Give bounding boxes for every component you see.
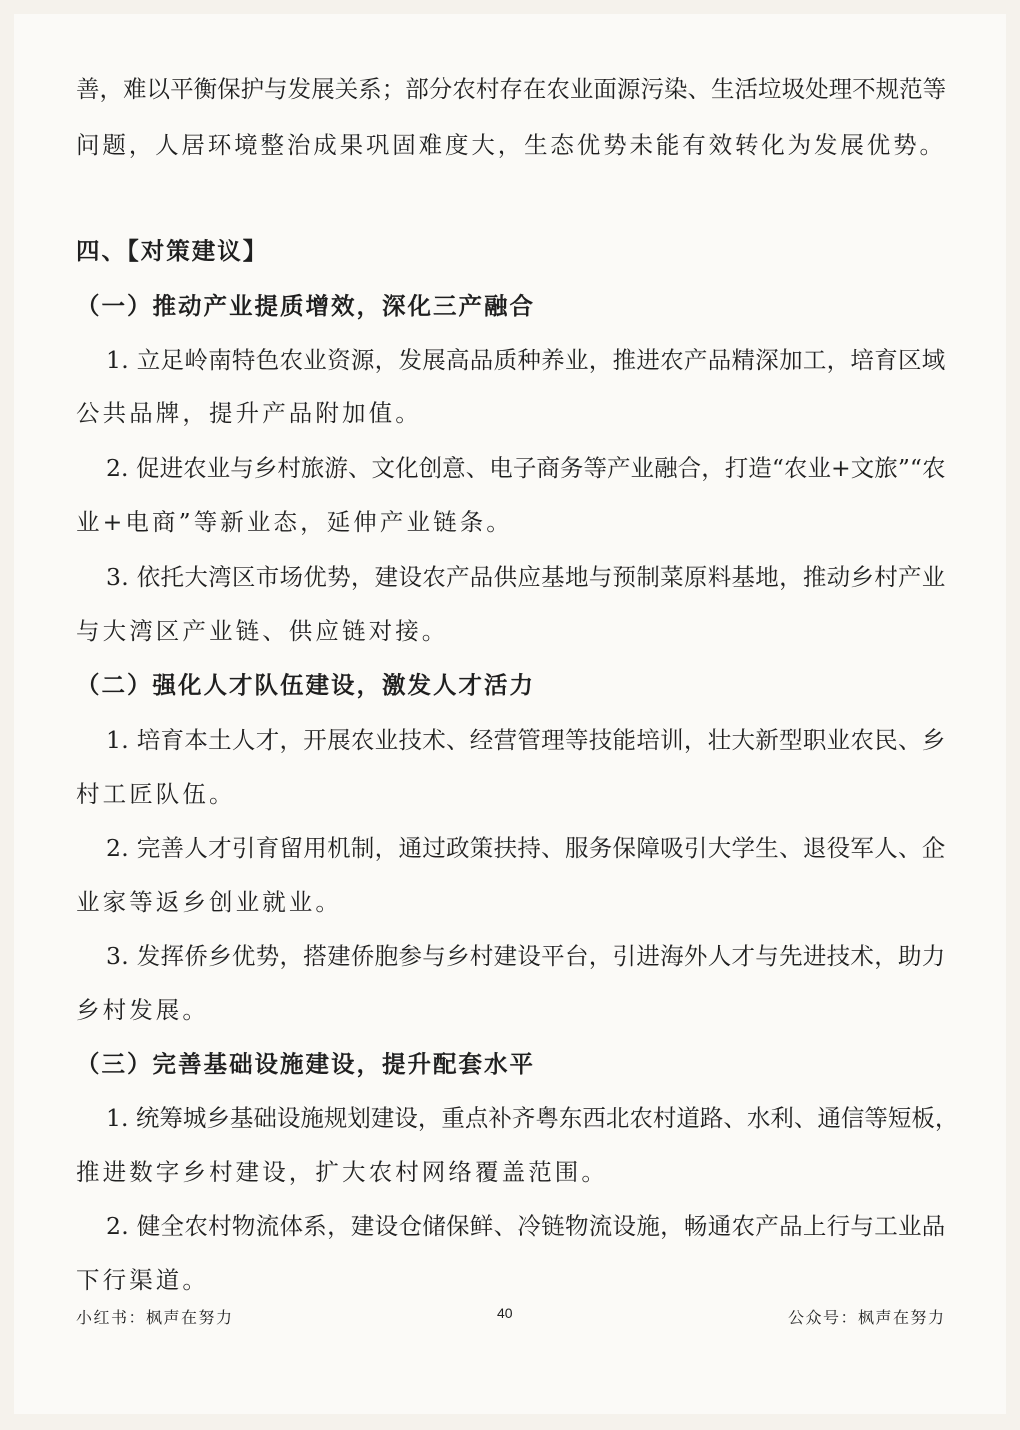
- section-title: 四、【对策建议】: [76, 237, 269, 265]
- paragraph-line: 2. 完善人才引育留用机制，通过政策扶持、服务保障吸引大学生、退役军人、企: [106, 834, 946, 862]
- paragraph-line: 2. 健全农村物流体系，建设仓储保鲜、冷链物流设施，畅通农产品上行与工业品: [106, 1212, 946, 1240]
- paragraph-line: 1. 统筹城乡基础设施规划建设，重点补齐粤东西北农村道路、水利、通信等短板，: [106, 1104, 959, 1132]
- subsection-title-2: （二）强化人才队伍建设，激发人才活力: [76, 671, 535, 699]
- footer-left-credit: 小红书：枫声在努力: [76, 1308, 234, 1327]
- paragraph-line: 推进数字乡村建设，扩大农村网络覆盖范围。: [76, 1158, 608, 1186]
- subsection-title-3: （三）完善基础设施建设，提升配套水平: [76, 1050, 535, 1078]
- paragraph-line: 下行渠道。: [76, 1266, 209, 1294]
- paragraph-line: 1. 立足岭南特色农业资源，发展高品质种养业，推进农产品精深加工，培育区域: [106, 346, 946, 374]
- page-number: 40: [497, 1305, 513, 1321]
- paragraph-line: 与大湾区产业链、供应链对接。: [76, 617, 449, 645]
- paragraph-line: 3. 发挥侨乡优势，搭建侨胞参与乡村建设平台，引进海外人才与先进技术，助力: [106, 942, 946, 970]
- intro-line-2: 问题，人居环境整治成果巩固难度大，生态优势未能有效转化为发展优势。: [76, 131, 946, 159]
- paragraph-line: 3. 依托大湾区市场优势，建设农产品供应基地与预制菜原料基地，推动乡村产业: [106, 563, 946, 591]
- paragraph-line: 1. 培育本土人才，开展农业技术、经营管理等技能培训，壮大新型职业农民、乡: [106, 726, 946, 754]
- subsection-title-1: （一）推动产业提质增效，深化三产融合: [76, 292, 535, 320]
- paragraph-line: 2. 促进农业与乡村旅游、文化创意、电子商务等产业融合，打造“农业+文旅”“农: [106, 454, 946, 482]
- footer-right-credit: 公众号：枫声在努力: [788, 1308, 946, 1327]
- paragraph-line: 公共品牌，提升产品附加值。: [76, 399, 422, 427]
- document-page: [14, 14, 1006, 1414]
- paragraph-line: 村工匠队伍。: [76, 780, 236, 808]
- paragraph-line: 业+电商”等新业态，延伸产业链条。: [76, 508, 513, 536]
- intro-line-1: 善，难以平衡保护与发展关系；部分农村存在农业面源污染、生活垃圾处理不规范等: [76, 75, 947, 103]
- paragraph-line: 业家等返乡创业就业。: [76, 888, 342, 916]
- paragraph-line: 乡村发展。: [76, 996, 209, 1024]
